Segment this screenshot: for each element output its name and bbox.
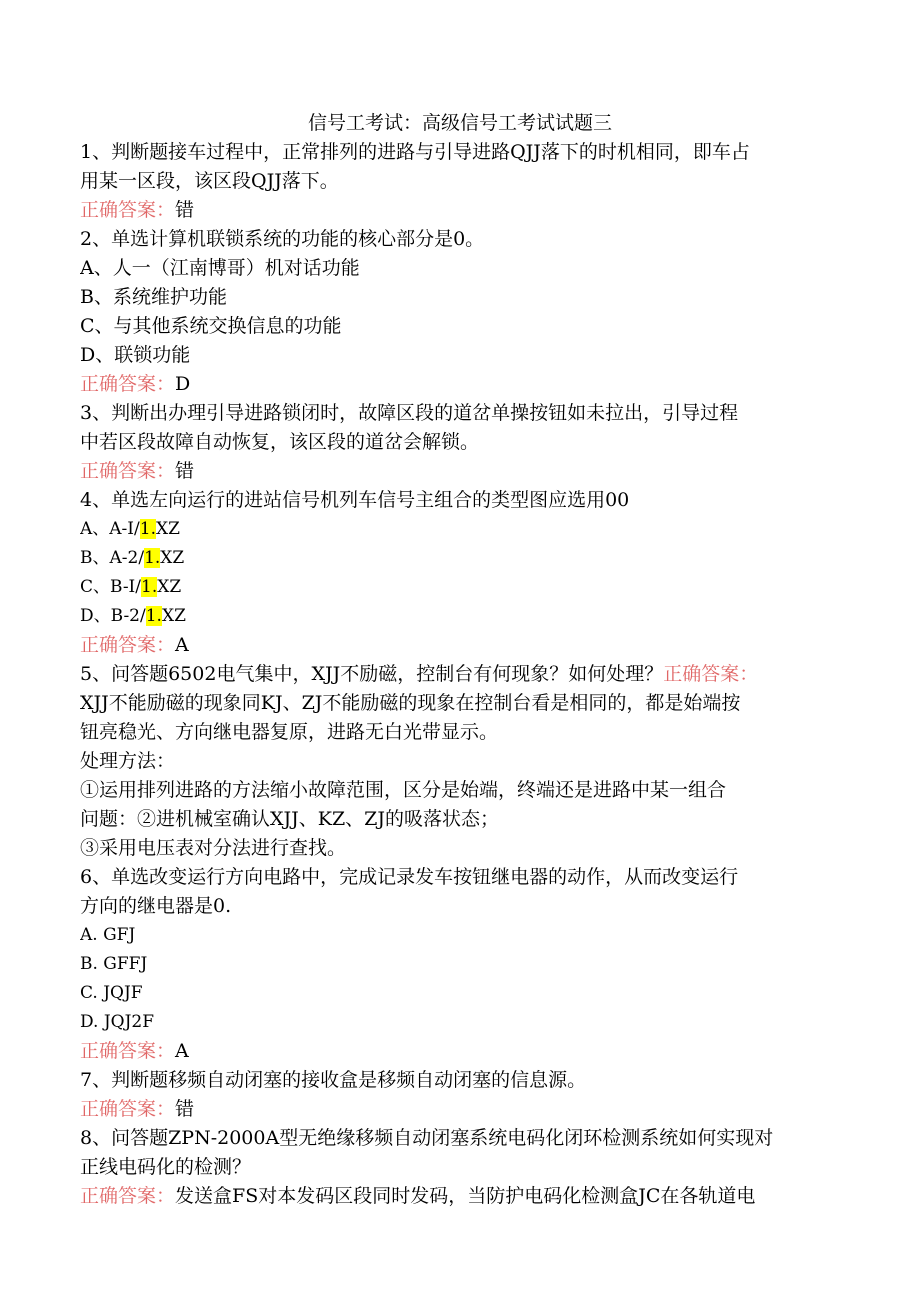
question-2-option-b: B、系统维护功能 [80, 286, 227, 308]
question-5-answer-line-3: 处理方法： [80, 750, 176, 772]
question-5-answer-line-6: ③采用电压表对分法进行查找。 [80, 837, 347, 859]
question-6-answer [80, 1037, 840, 1066]
option-text: C、B-I/ [80, 577, 142, 597]
question-5-answer-line-1: XJJ不能励磁的现象同KJ、ZJ不能励磁的现象在控制台看是相同的，都是始端按 [80, 692, 741, 714]
question-3-answer [80, 457, 840, 486]
option-text: XZ [157, 577, 182, 597]
answer-label: 正确答案： [80, 199, 176, 221]
page-title: 信号工考试：高级信号工考试试题三 [307, 112, 612, 134]
question-6-option-b: B. GFFJ [80, 954, 148, 974]
question-4-option-a [80, 515, 840, 544]
answer-value: 错 [175, 460, 195, 482]
question-3-line-2: 中若区段故障自动恢复，该区段的道岔会解锁。 [80, 431, 480, 453]
option-text: XZ [160, 548, 185, 568]
answer-label: 正确答案： [80, 1040, 176, 1062]
option-text: XZ [161, 606, 186, 626]
question-5-answer-line-5: 问题：②进机械室确认XJJ、KZ、ZJ的吸落状态； [80, 808, 499, 830]
question-4-option-d [80, 602, 840, 631]
answer-label: 正确答案： [80, 1098, 176, 1120]
answer-value: A [175, 634, 189, 656]
question-4-option-b [80, 544, 840, 573]
question-1-line-1: 1、判断题接车过程中，正常排列的进路与引导进路QJJ落下的时机相同，即车占 [80, 141, 750, 163]
question-6-option-d: D. JQJ2F [80, 1012, 155, 1032]
answer-label: 正确答案： [663, 663, 759, 685]
question-1-answer [80, 196, 840, 225]
option-text: XZ [155, 519, 180, 539]
question-8-answer [80, 1182, 840, 1211]
highlighted-text: 1. [145, 606, 162, 626]
question-2-stem: 2、单选计算机联锁系统的功能的核心部分是0。 [80, 228, 485, 250]
answer-label: 正确答案： [80, 634, 176, 656]
answer-label: 正确答案： [80, 1185, 176, 1207]
question-text: 5、问答题6502电气集中，XJJ不励磁，控制台有何现象？如何处理？ [80, 663, 664, 685]
question-8-line-2: 正线电码化的检测？ [80, 1156, 252, 1178]
answer-label: 正确答案： [80, 460, 176, 482]
question-2-option-d: D、联锁功能 [80, 344, 191, 366]
question-2-option-c: C、与其他系统交换信息的功能 [80, 315, 342, 337]
question-5-stem [80, 660, 840, 689]
question-1-line-2: 用某一区段，该区段QJJ落下。 [80, 170, 339, 192]
question-7-answer [80, 1095, 840, 1124]
question-8-line-1: 8、问答题ZPN-2000A型无绝缘移频自动闭塞系统电码化闭环检测系统如何实现对 [80, 1127, 774, 1149]
question-4-stem: 4、单选左向运行的进站信号机列车信号主组合的类型图应选用00 [80, 489, 630, 511]
question-2-answer [80, 370, 840, 399]
question-4-answer [80, 631, 840, 660]
question-6-line-2: 方向的继电器是0. [80, 895, 232, 917]
question-5-answer-line-4: ①运用排列进路的方法缩小故障范围，区分是始端，终端还是进路中某一组合 [80, 779, 727, 801]
highlighted-text: 1. [144, 548, 161, 568]
question-6-option-a: A. GFJ [80, 925, 136, 945]
option-text: D、B-2/ [80, 606, 146, 626]
answer-value: A [175, 1040, 189, 1062]
question-7-stem: 7、判断题移频自动闭塞的接收盒是移频自动闭塞的信息源。 [80, 1069, 587, 1091]
answer-value: D [175, 373, 191, 395]
question-4-option-c [80, 573, 840, 602]
question-6-line-1: 6、单选改变运行方向电路中，完成记录发车按钮继电器的动作，从而改变运行 [80, 866, 739, 888]
highlighted-text: 1. [141, 577, 158, 597]
question-5-answer-line-2: 钮亮稳光、方向继电器复原，进路无白光带显示。 [80, 721, 499, 743]
answer-value: 发送盒FS对本发码区段同时发码，当防护电码化检测盒JC在各轨道电 [175, 1185, 756, 1207]
question-3-line-1: 3、判断出办理引导进路锁闭时，故障区段的道岔单操按钮如未拉出，引导过程 [80, 402, 739, 424]
question-2-option-a: A、人一（江南博哥）机对话功能 [80, 257, 360, 279]
answer-value: 错 [175, 1098, 195, 1120]
option-text: A、A-I/ [80, 519, 140, 539]
highlighted-text: 1. [139, 519, 156, 539]
answer-value: 错 [175, 199, 195, 221]
answer-label: 正确答案： [80, 373, 176, 395]
question-6-option-c: C. JQJF [80, 983, 143, 1003]
option-text: B、A-2/ [80, 548, 145, 568]
question-list [80, 138, 840, 1211]
